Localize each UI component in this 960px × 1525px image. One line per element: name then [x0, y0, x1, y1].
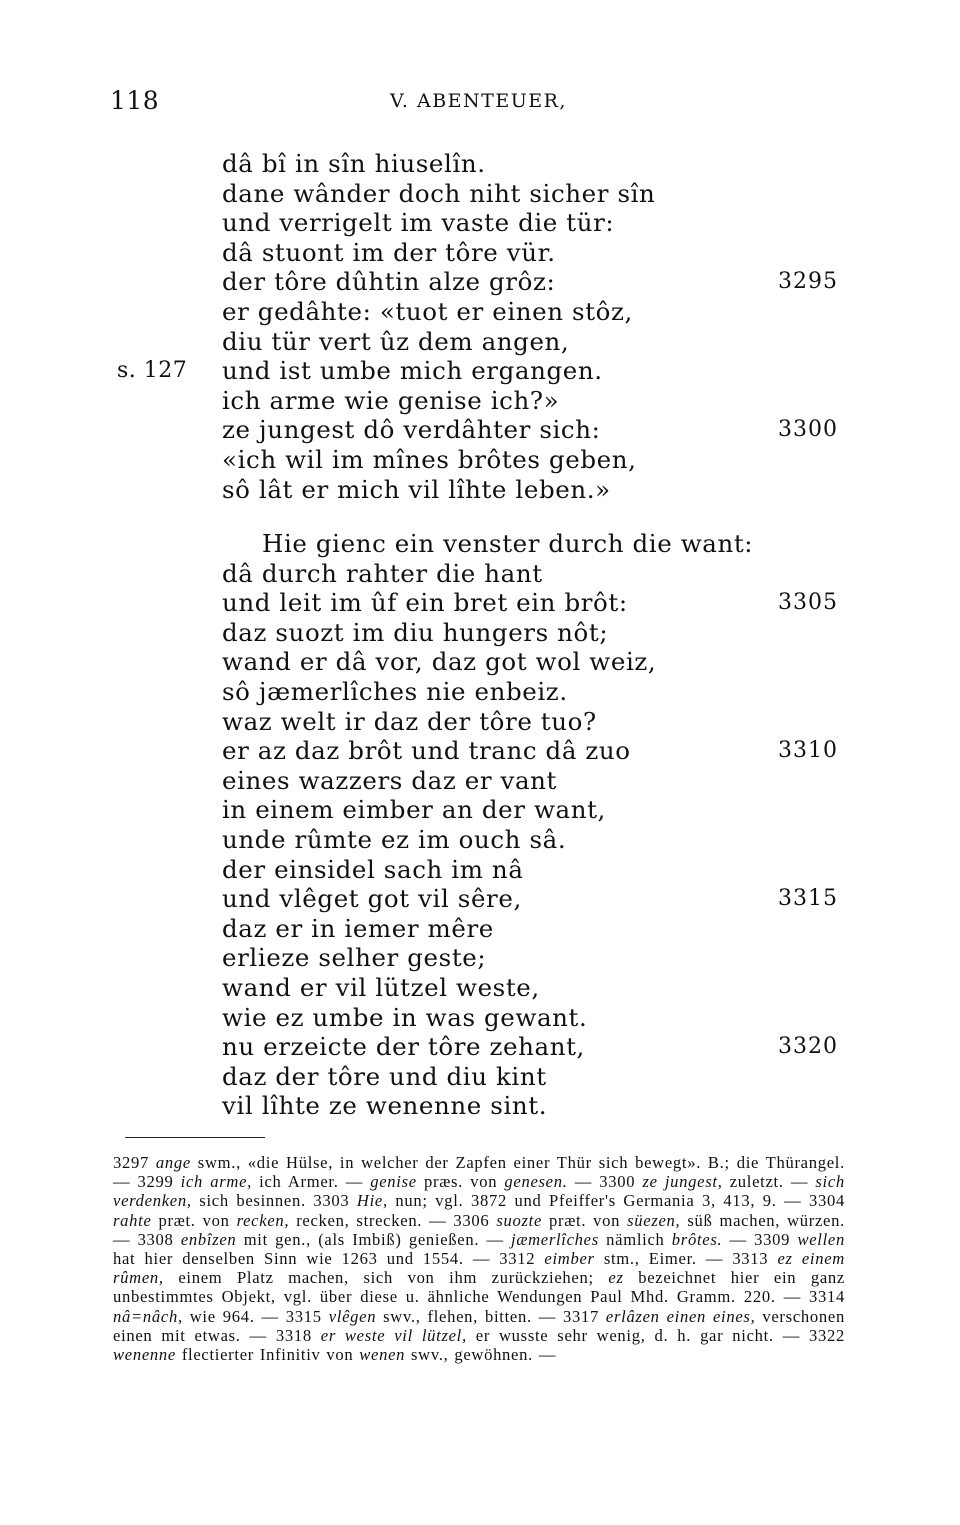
footnote-text: ich Armer. —	[259, 1172, 364, 1192]
footnote-ref: 3306	[453, 1210, 490, 1230]
verse-line	[0, 208, 960, 238]
footnote-lemma: wellen	[797, 1229, 845, 1249]
running-head: V. ABENTEUER,	[390, 90, 567, 112]
footnote-text: einem Platz machen, sich von ihm zurückziehen;	[178, 1268, 594, 1288]
line-number: 3305	[778, 590, 838, 616]
footnote-lemma: Hie,	[356, 1191, 388, 1211]
footnote-text: swv., flehen, bitten. —	[383, 1306, 557, 1326]
footnote-lemma: vlêgen	[328, 1306, 377, 1326]
footnote-lemma: enbîzen	[180, 1229, 237, 1249]
footnote-ref: 3313	[732, 1249, 769, 1269]
footnote-lemma: ich arme,	[180, 1172, 252, 1192]
verse-text: und verrigelt im vaste die tür:	[222, 208, 615, 238]
footnote-ref: 3317	[562, 1306, 599, 1326]
line-number: 3310	[778, 738, 838, 764]
verse-text: dâ durch rahter die hant	[222, 558, 543, 588]
verse-text: daz er in iemer mêre	[222, 913, 494, 943]
page-number: 118	[110, 86, 160, 115]
footnote-text: nämlich	[606, 1229, 665, 1249]
footnote-lemma: wenen	[359, 1345, 406, 1365]
verse-text: wie ez umbe in was gewant.	[222, 1002, 588, 1032]
footnote-text: —	[729, 1229, 747, 1249]
footnote-text: süß machen, würzen. —	[113, 1210, 845, 1249]
footnote-entry	[453, 1211, 627, 1230]
footnote-ref: 3299	[137, 1172, 174, 1192]
verse-text: sô lât er mich vil lîhte leben.»	[222, 474, 611, 504]
footnote-rule	[125, 1137, 265, 1138]
verse-line	[0, 736, 960, 766]
verse-line	[0, 386, 960, 416]
verse-text: dane wânder doch niht sicher sîn	[222, 178, 656, 208]
verse-text: er gedâhte: «tuot er einen stôz,	[222, 297, 633, 326]
verse-line	[0, 327, 960, 357]
verse-line	[0, 884, 960, 914]
verse-text: er az daz brôt und tranc dâ zuo	[222, 736, 631, 766]
footnote-ref: 3322	[808, 1325, 845, 1345]
verse-text: dâ bî in sîn hiuselîn.	[222, 149, 486, 178]
verse-text: der tôre dûhtin alze grôz:	[222, 267, 556, 297]
verse-text: erlieze selher geste;	[222, 943, 487, 973]
footnote-text: flectierter Infinitiv von	[181, 1345, 354, 1365]
footnote-entry	[511, 1230, 672, 1249]
footnote-lemma: jæmerlîches	[511, 1229, 599, 1249]
footnote-lemma: recken,	[236, 1210, 290, 1230]
footnote-lemma: süezen,	[627, 1210, 681, 1230]
footnote-lemma: ez einem rûmen,	[113, 1249, 845, 1288]
verse-text: unde rûmte ez im ouch sâ.	[222, 825, 567, 854]
line-number: 3300	[778, 417, 838, 443]
verse-line	[0, 618, 960, 648]
verse-line	[0, 588, 960, 618]
footnote-entry	[672, 1230, 754, 1249]
verse-text: vil lîhte ze wenenne sint.	[222, 1091, 548, 1121]
verse-text: nu erzeicte der tôre zehant,	[222, 1032, 585, 1062]
footnote-text: præt. von	[549, 1210, 621, 1230]
line-number: 3320	[778, 1034, 838, 1060]
footnote-text: mit gen., (als Imbiß) genießen. —	[243, 1229, 504, 1249]
verse-text: daz der tôre und diu kint	[222, 1061, 547, 1091]
footnote-entry	[138, 1230, 511, 1249]
verse-line	[0, 529, 960, 559]
verse-text: und vlêget got vil sêre,	[222, 884, 522, 914]
verse-text: wand er dâ vor, daz got wol weiz,	[222, 647, 657, 677]
footnote-text: verschonen einen mit etwas. —	[113, 1306, 845, 1345]
footnote-entry	[286, 1307, 563, 1326]
verse-line	[0, 1003, 960, 1033]
verse-line	[0, 707, 960, 737]
footnote-entry	[276, 1326, 809, 1345]
verse-line	[0, 356, 960, 386]
footnote-entry	[599, 1172, 815, 1191]
source-page-ref: s. 127	[117, 358, 188, 384]
verse-line	[0, 475, 960, 505]
footnote-text: bezeichnet hier ein ganz unbestimmtes Objekt, vgl. über diese u. ähnliche Wendungen Paul Mhd. Gramm. 220. —	[113, 1268, 845, 1307]
footnote-lemma: erlâzen einen eines,	[605, 1306, 756, 1326]
footnote-lemma: eimber	[544, 1249, 595, 1269]
footnote-text: præt. von	[158, 1210, 230, 1230]
footnote-text: hat hier denselben Sinn wie 1263 und 1554. —	[113, 1249, 491, 1269]
footnote-lemma: rahte	[113, 1210, 152, 1230]
footnote-ref: 3308	[137, 1229, 174, 1249]
verse-line	[0, 973, 960, 1003]
footnote-lemma: ez	[608, 1268, 624, 1288]
footnote-lemma: ange	[155, 1153, 191, 1172]
footnote-text: stm., Eimer. —	[603, 1249, 724, 1269]
footnote-entry	[137, 1172, 370, 1191]
page-header	[0, 86, 960, 116]
footnote-entry	[237, 1211, 454, 1230]
verse-text: ich arme wie genise ich?»	[222, 385, 560, 415]
footnote-text: nun; vgl. 3872 und Pfeiffer's Germania 3, 413, 9. —	[395, 1191, 802, 1211]
footnote-ref: 3312	[499, 1249, 536, 1269]
footnote-entry	[359, 1345, 556, 1364]
verse-text: «ich wil im mînes brôtes geben,	[222, 445, 637, 474]
verse-text: in einem eimber an der want,	[222, 795, 606, 825]
verse-line	[0, 1062, 960, 1092]
verse-text: sô jæmerlîches nie enbeiz.	[222, 677, 568, 706]
footnote-lemma: genise	[370, 1172, 417, 1192]
verse-text: wand er vil lützel weste,	[222, 973, 540, 1002]
footnote-ref: 3297	[113, 1153, 149, 1172]
verse-line	[0, 415, 960, 445]
verse-line	[0, 238, 960, 268]
verse-text: dâ stuont im der tôre vür.	[222, 237, 556, 267]
footnote-text: sich besinnen.	[199, 1191, 306, 1211]
footnote-ref: 3315	[285, 1306, 322, 1326]
footnote-ref: 3318	[275, 1325, 312, 1345]
verse-line	[0, 267, 960, 297]
footnote-text: swv., gewöhnen. —	[411, 1345, 557, 1365]
verse-line	[0, 855, 960, 885]
footnote-entry	[313, 1191, 809, 1210]
verse-text: diu tür vert ûz dem angen,	[222, 326, 570, 356]
footnote-lemma: er weste vil lützel,	[320, 1325, 467, 1345]
verse-line	[0, 795, 960, 825]
verse-text: Hie gienc ein venster durch die want:	[262, 529, 754, 558]
footnote-entry	[499, 1249, 732, 1268]
footnote-ref: 3303	[313, 1191, 350, 1211]
verse-line	[0, 647, 960, 677]
verse-line	[0, 766, 960, 796]
verse-text: eines wazzers daz er vant	[222, 765, 557, 795]
verse-line	[0, 297, 960, 327]
verse-line	[0, 559, 960, 589]
verse-line	[0, 445, 960, 475]
footnote-entry	[370, 1172, 504, 1191]
verse-text: und leit im ûf ein bret ein brôt:	[222, 588, 628, 618]
line-number: 3295	[778, 269, 838, 295]
line-number: 3315	[778, 886, 838, 912]
footnote-ref: 3309	[754, 1229, 791, 1249]
footnote-text: wie 964. —	[189, 1306, 279, 1326]
footnote-lemma: suozte	[496, 1210, 543, 1230]
footnote-lemma: ze jungest,	[642, 1172, 723, 1192]
verse-line	[0, 179, 960, 209]
footnote-lemma: wenenne	[113, 1345, 176, 1365]
footnotes	[113, 1153, 845, 1364]
footnote-ref: 3314	[809, 1287, 845, 1307]
footnote-ref: 3304	[809, 1191, 846, 1211]
footnote-lemma: brôtes.	[671, 1229, 723, 1249]
verse-text: daz suozt im diu hungers nôt;	[222, 617, 609, 647]
verse-text: und ist umbe mich ergangen.	[222, 356, 603, 386]
verse-text: der einsidel sach im nâ	[222, 854, 524, 884]
verse-line	[0, 677, 960, 707]
footnote-lemma: nâ=nâch,	[113, 1306, 183, 1326]
verse-text: ze jungest dô verdâhter sich:	[222, 415, 601, 445]
footnote-entry	[504, 1172, 599, 1191]
verse-line	[0, 943, 960, 973]
footnote-lemma: genesen.	[504, 1172, 568, 1192]
verse-text: waz welt ir daz der tôre tuo?	[222, 706, 597, 736]
verse-line	[0, 914, 960, 944]
verse-line	[0, 825, 960, 855]
footnote-text: —	[574, 1172, 593, 1192]
footnote-lemma: sich verdenken,	[113, 1172, 845, 1211]
verse-line	[0, 1091, 960, 1121]
footnote-text: er wusste sehr wenig, d. h. gar nicht. —	[475, 1325, 801, 1345]
footnote-ref: 3300	[599, 1172, 636, 1192]
verse-line	[0, 149, 960, 179]
footnote-text: zuletzt. —	[729, 1172, 809, 1192]
footnote-text: recken, strecken. —	[296, 1210, 447, 1230]
verse-line	[0, 1032, 960, 1062]
footnote-text: præs. von	[424, 1172, 498, 1192]
footnote-text: swm., «die Hülse, in welcher der Zapfen einer Thür sich bewegt». B.; die Thürangel. —	[113, 1153, 845, 1192]
